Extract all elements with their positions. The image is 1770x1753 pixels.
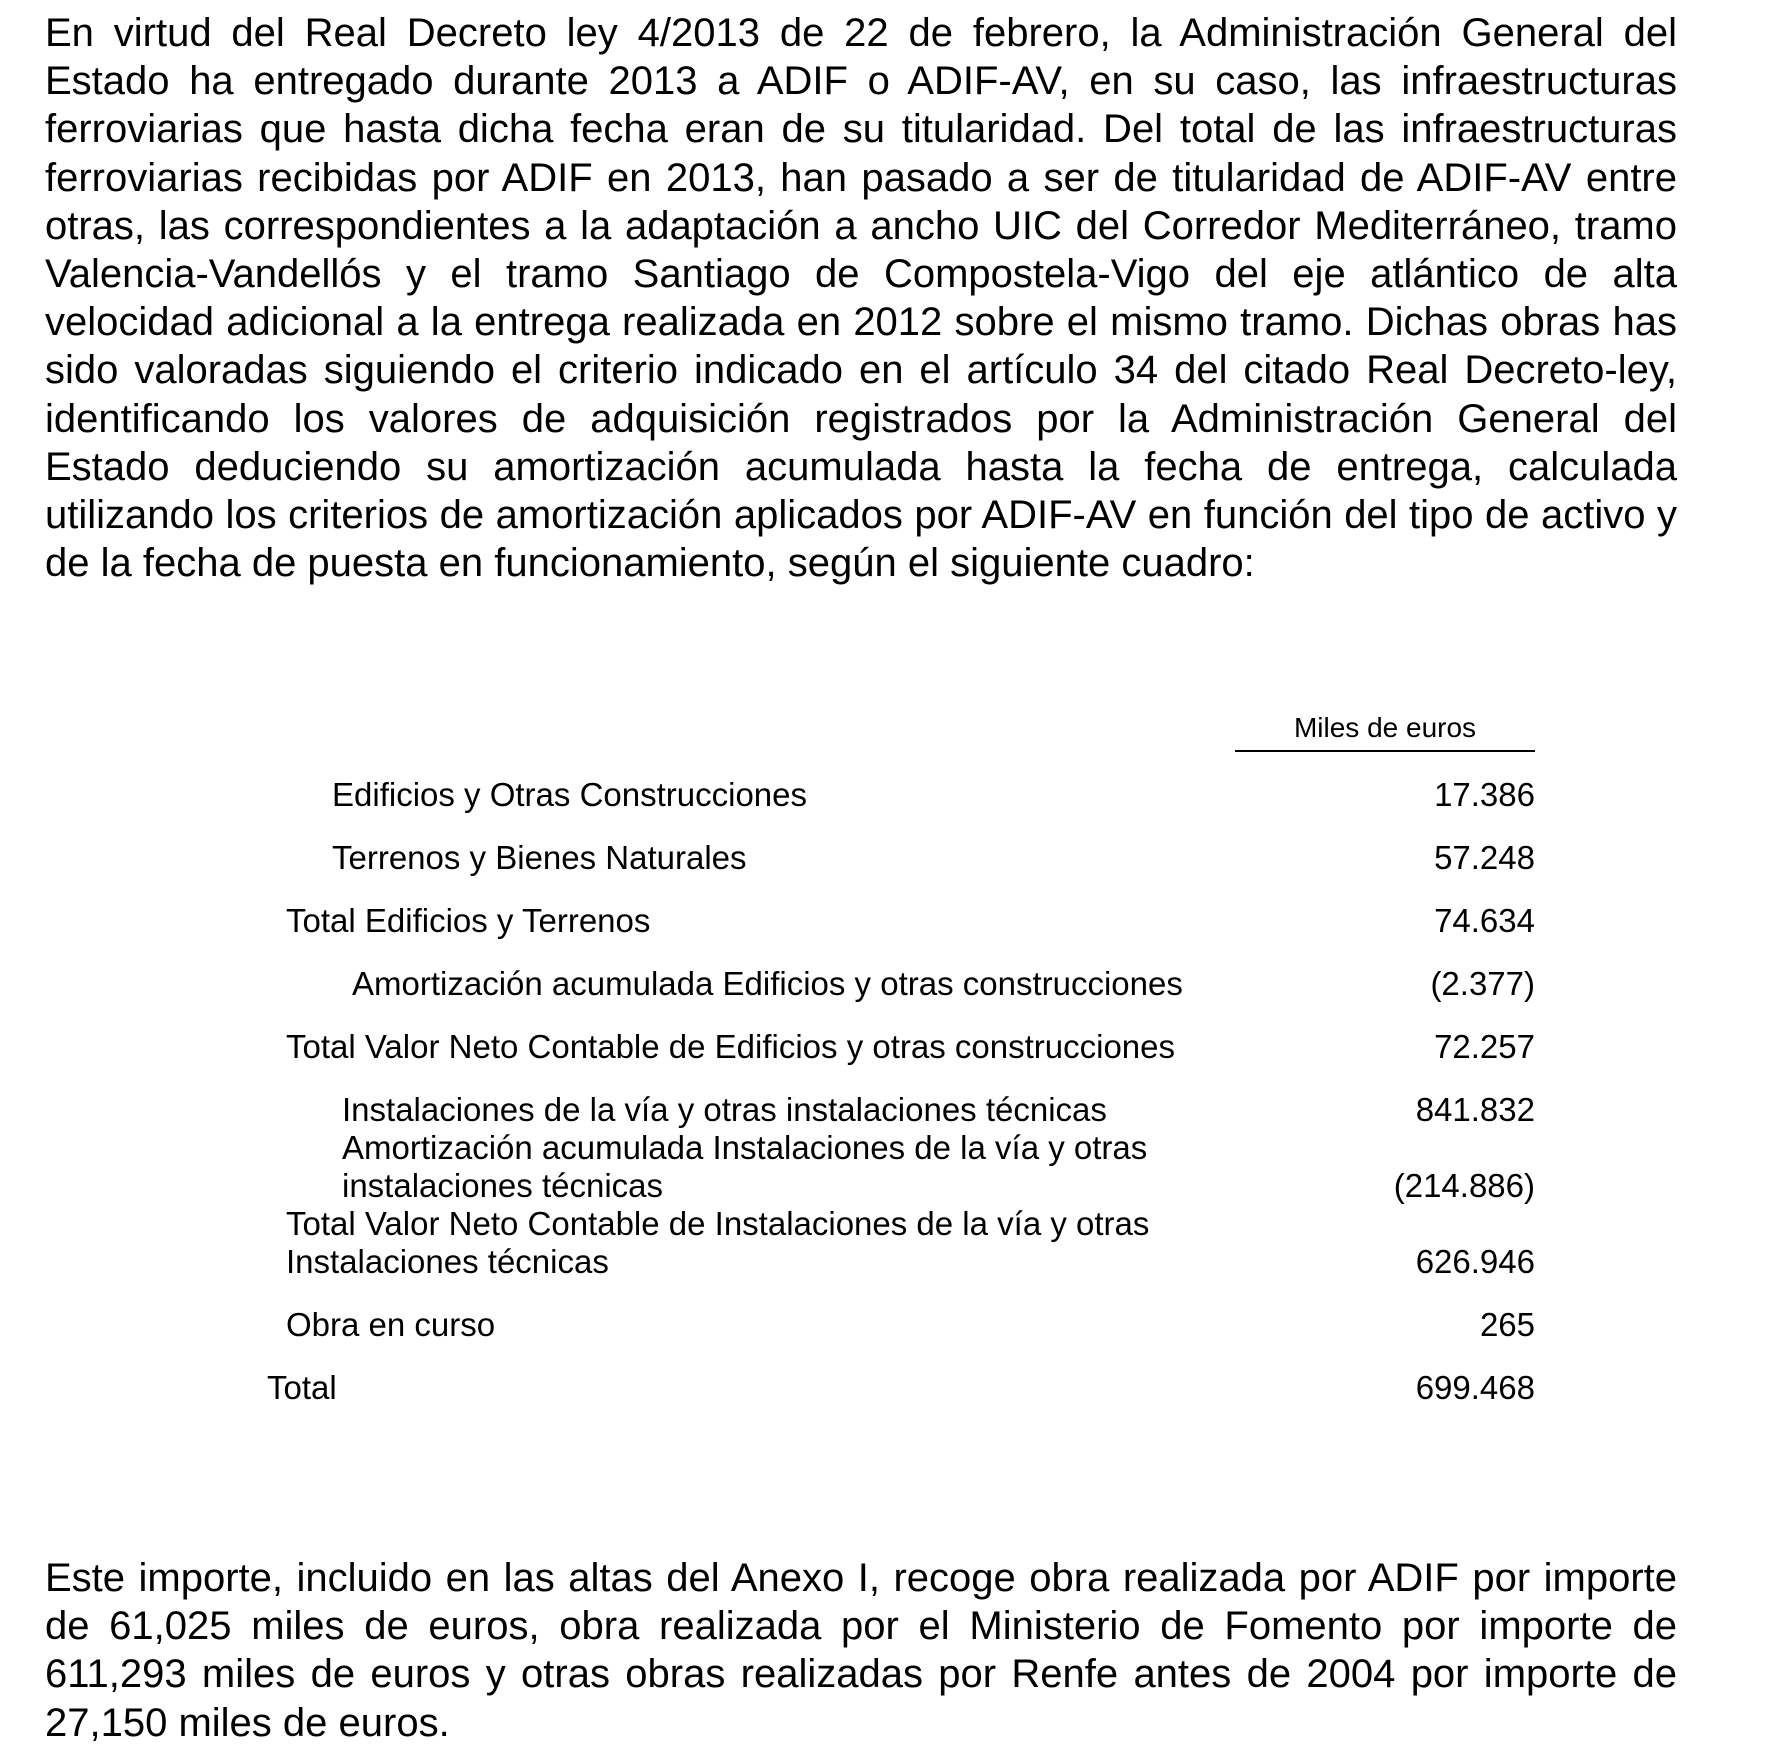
units-header-rule	[1235, 750, 1535, 752]
row-value-total-edificios-terrenos: 74.634	[1434, 902, 1535, 939]
row-label-total: Total	[267, 1369, 337, 1406]
row-label-terrenos: Terrenos y Bienes Naturales	[332, 839, 747, 876]
row-value-edificios: 17.386	[1434, 776, 1535, 813]
row-value-instalaciones: 841.832	[1415, 1091, 1535, 1128]
units-header: Miles de euros	[1293, 712, 1477, 743]
row-value-total: 699.468	[1415, 1369, 1535, 1406]
row-label-total-edificios-terrenos: Total Edificios y Terrenos	[286, 902, 651, 939]
row-label-edificios: Edificios y Otras Construcciones	[332, 776, 808, 813]
row-value-obra-en-curso: 265	[1479, 1306, 1535, 1343]
row-label-instalaciones: Instalaciones de la vía y otras instalaciones técnicas	[342, 1091, 1107, 1128]
row-value-amortizacion-edificios: (2.377)	[1430, 965, 1535, 1002]
intro-paragraph: En virtud del Real Decreto ley 4/2013 de 22 de febrero, la Administración General del Estado ha entregado durante 2013 a ADIF o ADIF-AV, en su caso, las infraestructuras ferroviarias que hasta dicha fecha eran de su titularidad. Del total de las infraestructuras ferroviarias recibidas por ADIF en 2013, han pasado a ser de titularidad de ADIF-AV entre otras, las correspondientes a la adaptación a ancho UIC del Corredor Mediterráneo, tramo Valencia-Vandellós y el tramo Santiago de Compostela-Vigo del eje atlántico de alta velocidad adicional a la entrega realizada en 2012 sobre el mismo tramo. Dichas obras has sido valoradas siguiendo el criterio indicado en el artículo 34 del citado Real Decreto-ley, identificando los valores de adquisición registrados por la Administración General del Estado deduciendo su amortización acumulada hasta la fecha de entrega, calculada utilizando los criterios de amortización aplicados por ADIF-AV en función del tipo de activo y de la fecha de puesta en funcionamiento, según el siguiente cuadro:	[45, 11, 1677, 586]
row-value-vnc-instalaciones: 626.946	[1415, 1243, 1535, 1280]
closing-paragraph: Este importe, incluido en las altas del Anexo I, recoge obra realizada por ADIF por importe de 61,025 miles de euros, obra realizada por el Ministerio de Fomento por importe de 611,293 miles de euros y otras obras realizadas por Renfe antes de 2004 por importe de 27,150 miles de euros.	[45, 1556, 1677, 1745]
row-value-amortizacion-instalaciones: (214.886)	[1393, 1167, 1535, 1204]
row-label-obra-en-curso: Obra en curso	[286, 1306, 496, 1343]
row-label-amortizacion-instalaciones: Amortización acumulada Instalaciones de la vía y otras instalaciones técnicas	[342, 1129, 1148, 1204]
row-label-amortizacion-edificios: Amortización acumulada Edificios y otras construcciones	[352, 965, 1183, 1002]
row-label-vnc-instalaciones: Total Valor Neto Contable de Instalaciones de la vía y otras Instalaciones técnicas	[286, 1205, 1150, 1280]
row-label-vnc-edificios: Total Valor Neto Contable de Edificios y otras construcciones	[286, 1028, 1176, 1065]
row-value-terrenos: 57.248	[1434, 839, 1535, 876]
row-value-vnc-edificios: 72.257	[1434, 1028, 1535, 1065]
